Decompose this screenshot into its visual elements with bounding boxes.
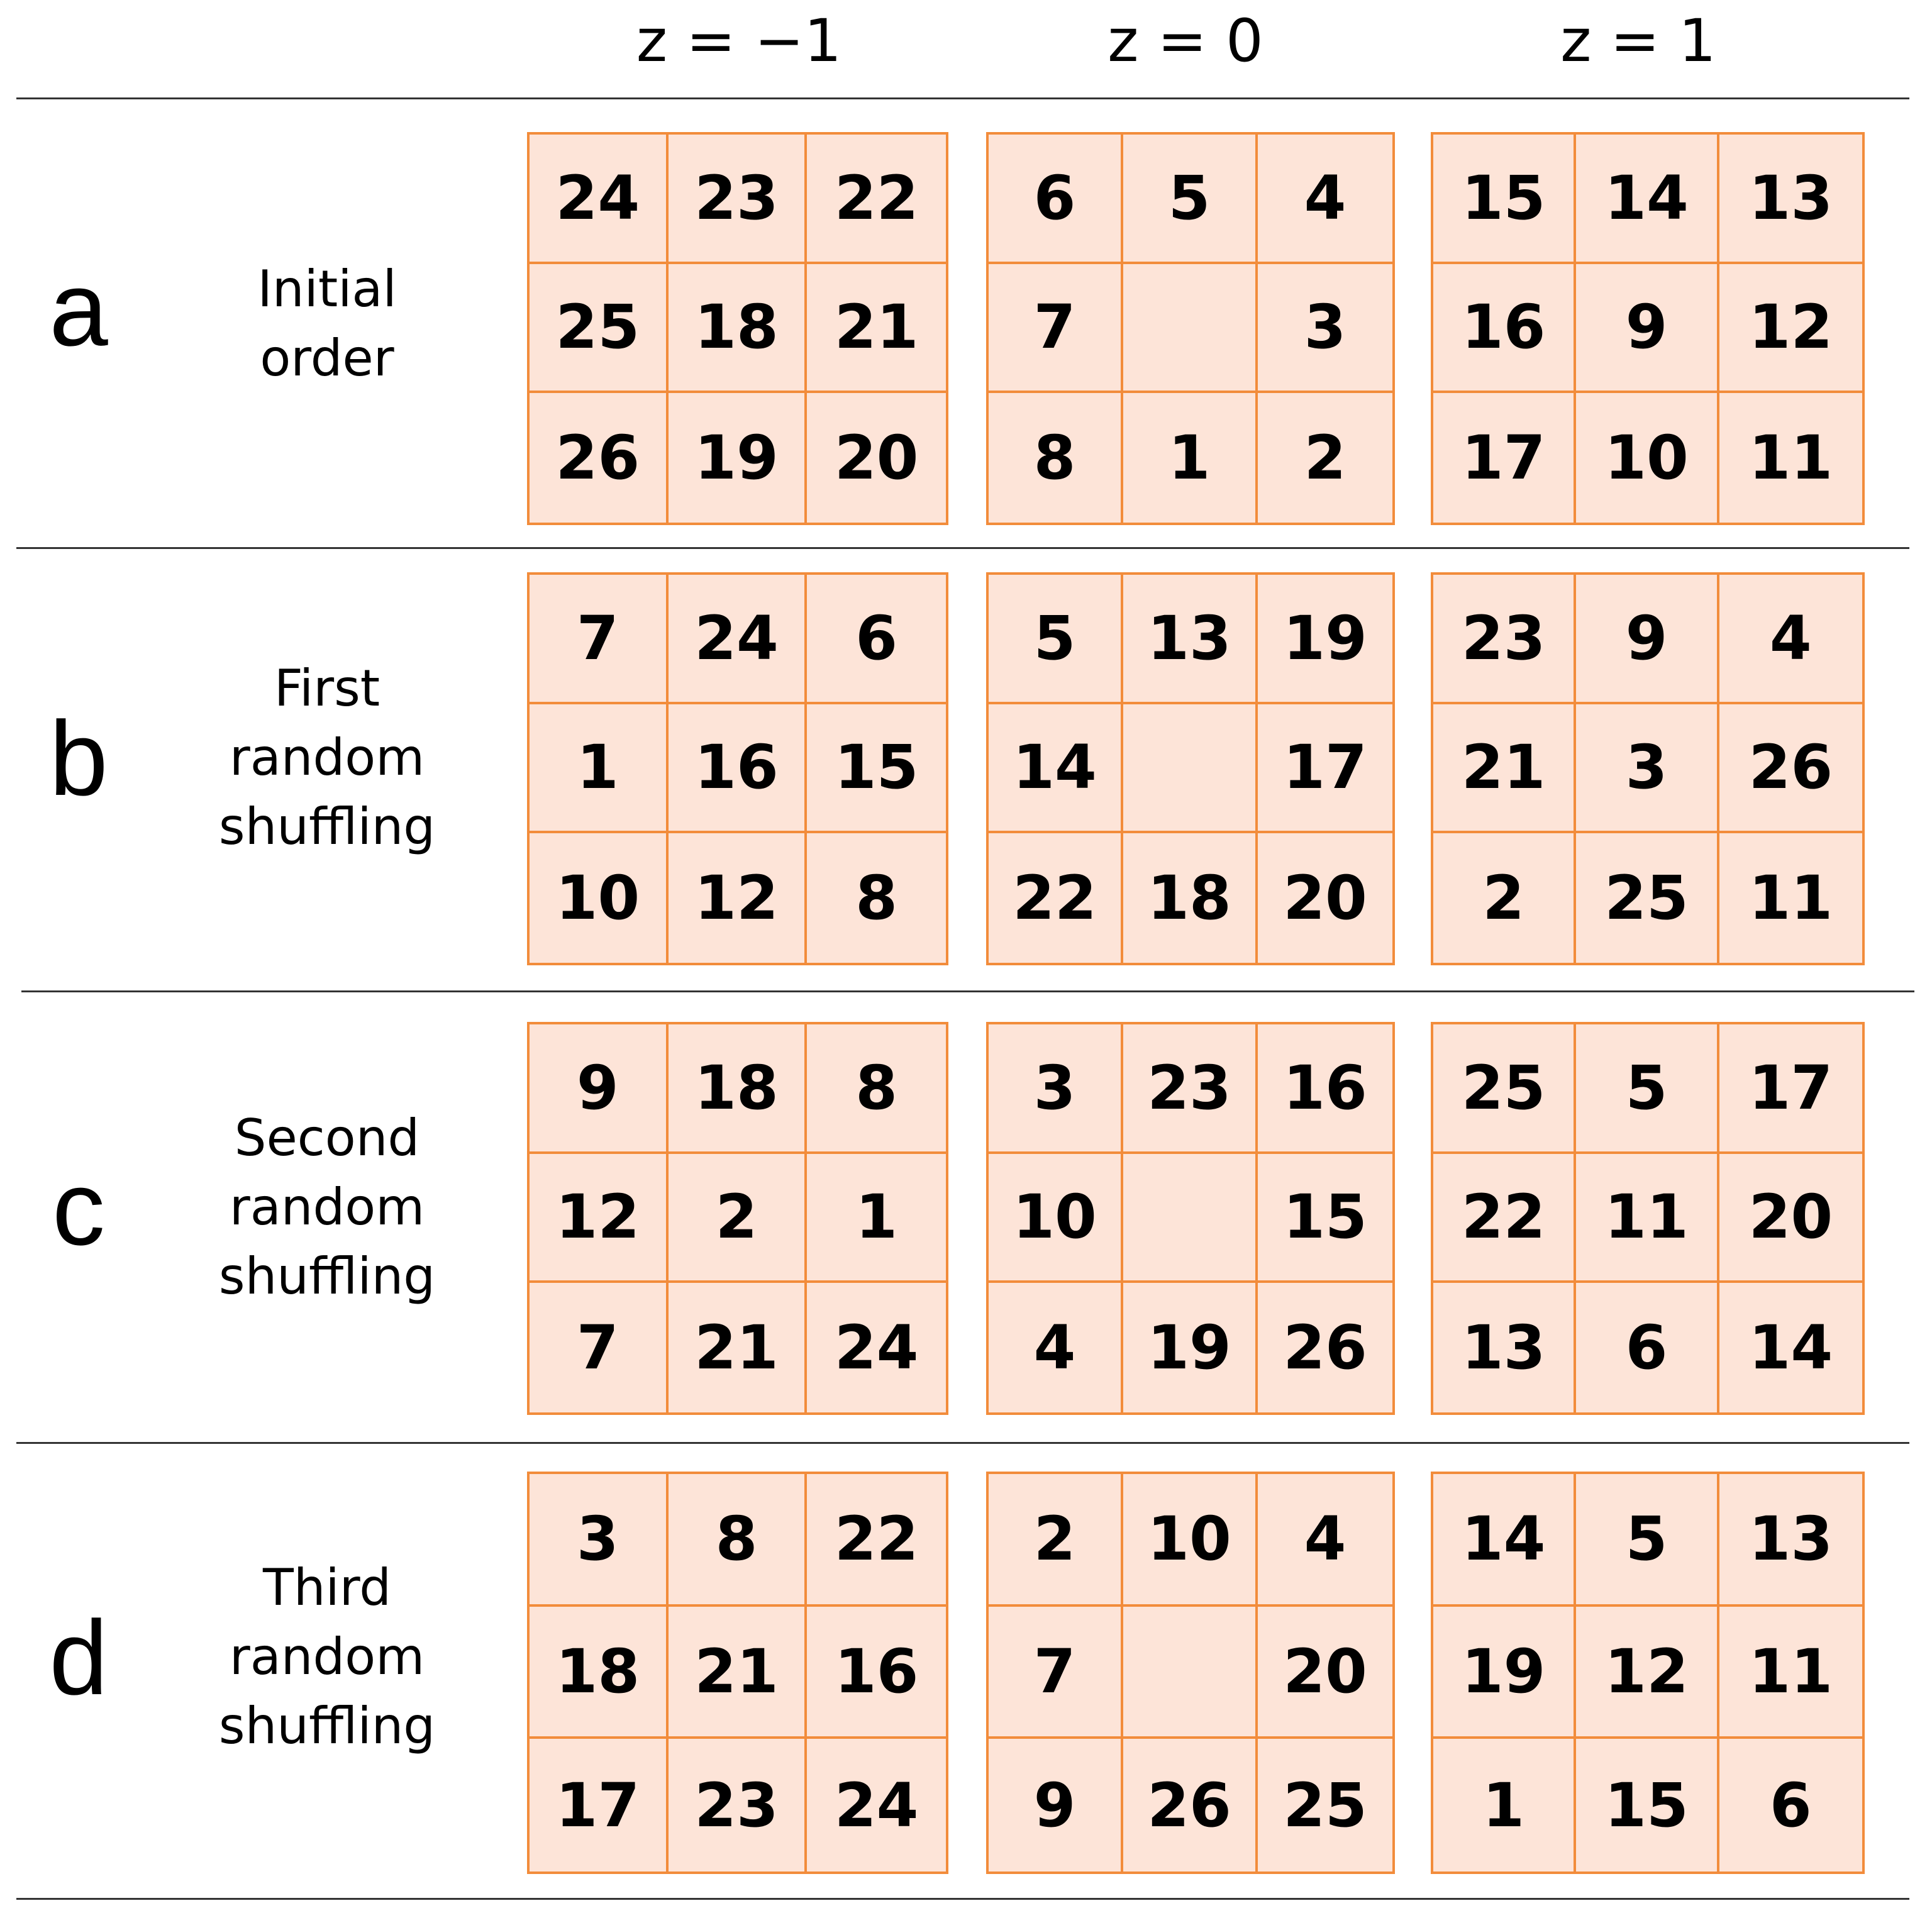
grid-cell — [1123, 264, 1258, 394]
grid-cell: 22 — [807, 135, 946, 264]
grid-cell: 15 — [1576, 1739, 1719, 1871]
grid-cell: 17 — [1433, 393, 1576, 523]
grid-cell: 10 — [1123, 1474, 1258, 1607]
grid-cell: 3 — [1258, 264, 1392, 394]
grid-cell: 12 — [669, 833, 808, 963]
rule-b-c — [21, 990, 1914, 992]
row-label: Second random shuffling — [218, 1109, 436, 1306]
grid-cell: 19 — [669, 393, 808, 523]
grid-cell: 20 — [834, 423, 919, 494]
column-header-z-1: z = 1 — [1560, 7, 1716, 75]
grid-cell: 9 — [1576, 264, 1719, 394]
grid-cell: 21 — [807, 264, 946, 394]
column-header-z-0: z = 0 — [1108, 7, 1263, 75]
cube-layer-grid-z-minus-1 — [527, 1022, 948, 1415]
grid-cell: 2 — [669, 1154, 808, 1284]
grid-cell — [1123, 1154, 1258, 1284]
grid-cell: 9 — [989, 1739, 1123, 1871]
grid-cell: 2 — [989, 1474, 1123, 1607]
grid-cell: 17 — [1719, 1024, 1862, 1154]
grid-cell: 5 — [1576, 1024, 1719, 1154]
grid-cell: 20 — [1283, 863, 1367, 934]
grid-cell: 7 — [989, 1607, 1123, 1739]
grid-cell: 19 — [1123, 1283, 1258, 1412]
grid-cell: 1 — [807, 1154, 946, 1284]
grid-cell: 23 — [669, 1739, 808, 1871]
grid-cell: 6 — [807, 575, 946, 704]
grid-cell: 17 — [1258, 704, 1392, 834]
grid-cell: 16 — [807, 1607, 946, 1739]
grid-cell: 23 — [1433, 575, 1576, 704]
row-label: First random shuffling — [218, 659, 436, 856]
grid-cell: 8 — [669, 1474, 808, 1607]
grid-cell: 25 — [1433, 1024, 1576, 1154]
grid-cell: 16 — [669, 704, 808, 834]
grid-cell: 13 — [1433, 1283, 1576, 1412]
grid-cell: 18 — [669, 1024, 808, 1154]
grid-cell: 19 — [1433, 1607, 1576, 1739]
grid-cell: 25 — [1576, 833, 1719, 963]
rule-top — [16, 97, 1909, 99]
grid-cell: 8 — [855, 863, 898, 934]
grid-cell: 14 — [989, 704, 1123, 834]
grid-cell: 25 — [530, 264, 669, 394]
grid-cell: 1 — [1433, 1739, 1576, 1871]
cube-layer-grid-z-0 — [986, 132, 1395, 525]
grid-cell: 19 — [1258, 575, 1392, 704]
grid-cell: 6 — [1769, 1770, 1812, 1841]
grid-cell: 3 — [530, 1474, 669, 1607]
grid-cell: 25 — [1283, 1770, 1367, 1841]
grid-cell: 3 — [989, 1024, 1123, 1154]
grid-cell: 6 — [1576, 1283, 1719, 1412]
row-letter: d — [49, 1599, 108, 1717]
row-letter: b — [49, 699, 108, 818]
grid-cell: 21 — [1433, 704, 1576, 834]
cube-layer-grid-z-minus-1 — [527, 1472, 948, 1874]
grid-cell: 10 — [1576, 393, 1719, 523]
grid-cell: 4 — [989, 1283, 1123, 1412]
grid-cell: 24 — [834, 1770, 919, 1841]
grid-cell: 11 — [1748, 863, 1833, 934]
grid-cell: 18 — [530, 1607, 669, 1739]
grid-cell: 12 — [1576, 1607, 1719, 1739]
grid-cell: 8 — [807, 1024, 946, 1154]
grid-cell: 21 — [669, 1607, 808, 1739]
grid-cell — [1123, 704, 1258, 834]
cube-layer-grid-z-1 — [1431, 132, 1865, 525]
grid-cell: 7 — [530, 1283, 669, 1412]
row-letter: c — [52, 1149, 105, 1267]
grid-cell: 26 — [1283, 1312, 1367, 1383]
grid-cell: 15 — [807, 704, 946, 834]
grid-cell: 26 — [1123, 1739, 1258, 1871]
grid-cell: 18 — [1123, 833, 1258, 963]
grid-cell: 4 — [1258, 1474, 1392, 1607]
grid-cell: 16 — [1433, 264, 1576, 394]
grid-cell: 9 — [1576, 575, 1719, 704]
grid-cell: 13 — [1719, 1474, 1862, 1607]
grid-cell: 11 — [1748, 423, 1833, 494]
cube-layer-grid-z-1 — [1431, 572, 1865, 965]
grid-cell: 2 — [1304, 423, 1346, 494]
grid-cell: 26 — [530, 393, 669, 523]
grid-cell: 20 — [1719, 1154, 1862, 1284]
grid-cell: 20 — [1258, 1607, 1392, 1739]
grid-cell: 8 — [989, 393, 1123, 523]
grid-cell: 17 — [530, 1739, 669, 1871]
grid-cell: 4 — [1258, 135, 1392, 264]
grid-cell: 1 — [530, 704, 669, 834]
grid-cell: 12 — [1719, 264, 1862, 394]
grid-cell: 18 — [669, 264, 808, 394]
rule-a-b — [16, 547, 1909, 549]
rule-bottom — [16, 1898, 1909, 1900]
grid-cell: 6 — [989, 135, 1123, 264]
cube-layer-grid-z-0 — [986, 1022, 1395, 1415]
row-label: Initial order — [257, 260, 397, 387]
cube-layer-grid-z-1 — [1431, 1022, 1865, 1415]
grid-cell: 22 — [807, 1474, 946, 1607]
cube-layer-grid-z-1 — [1431, 1472, 1865, 1874]
grid-cell: 1 — [1123, 393, 1258, 523]
cube-layer-grid-z-minus-1 — [527, 572, 948, 965]
grid-cell: 5 — [1576, 1474, 1719, 1607]
grid-cell: 16 — [1258, 1024, 1392, 1154]
grid-cell: 24 — [669, 575, 808, 704]
cube-layer-grid-z-minus-1 — [527, 132, 948, 525]
grid-cell: 3 — [1576, 704, 1719, 834]
grid-cell: 5 — [1123, 135, 1258, 264]
grid-cell: 2 — [1433, 833, 1576, 963]
grid-cell: 14 — [1433, 1474, 1576, 1607]
grid-cell: 11 — [1719, 1607, 1862, 1739]
grid-cell: 23 — [669, 135, 808, 264]
grid-cell: 7 — [989, 264, 1123, 394]
rule-c-d — [16, 1442, 1909, 1444]
grid-cell — [1123, 1607, 1258, 1739]
grid-cell: 26 — [1719, 704, 1862, 834]
grid-cell: 10 — [989, 1154, 1123, 1284]
row-label: Third random shuffling — [218, 1558, 436, 1755]
grid-cell: 13 — [1719, 135, 1862, 264]
grid-cell: 22 — [1433, 1154, 1576, 1284]
grid-cell: 23 — [1123, 1024, 1258, 1154]
grid-cell: 10 — [530, 833, 669, 963]
grid-cell: 12 — [530, 1154, 669, 1284]
grid-cell: 24 — [834, 1312, 919, 1383]
grid-cell: 11 — [1576, 1154, 1719, 1284]
grid-cell: 14 — [1576, 135, 1719, 264]
grid-cell: 14 — [1748, 1312, 1833, 1383]
grid-cell: 24 — [530, 135, 669, 264]
grid-cell: 15 — [1258, 1154, 1392, 1284]
grid-cell: 22 — [989, 833, 1123, 963]
grid-cell: 7 — [530, 575, 669, 704]
grid-cell: 15 — [1433, 135, 1576, 264]
grid-cell: 9 — [530, 1024, 669, 1154]
cube-layer-grid-z-0 — [986, 572, 1395, 965]
grid-cell: 21 — [669, 1283, 808, 1412]
row-letter: a — [49, 250, 108, 368]
cube-layer-grid-z-0 — [986, 1472, 1395, 1874]
grid-cell: 4 — [1719, 575, 1862, 704]
grid-cell: 5 — [989, 575, 1123, 704]
grid-cell: 13 — [1123, 575, 1258, 704]
column-header-z-minus-1: z = −1 — [636, 7, 842, 75]
